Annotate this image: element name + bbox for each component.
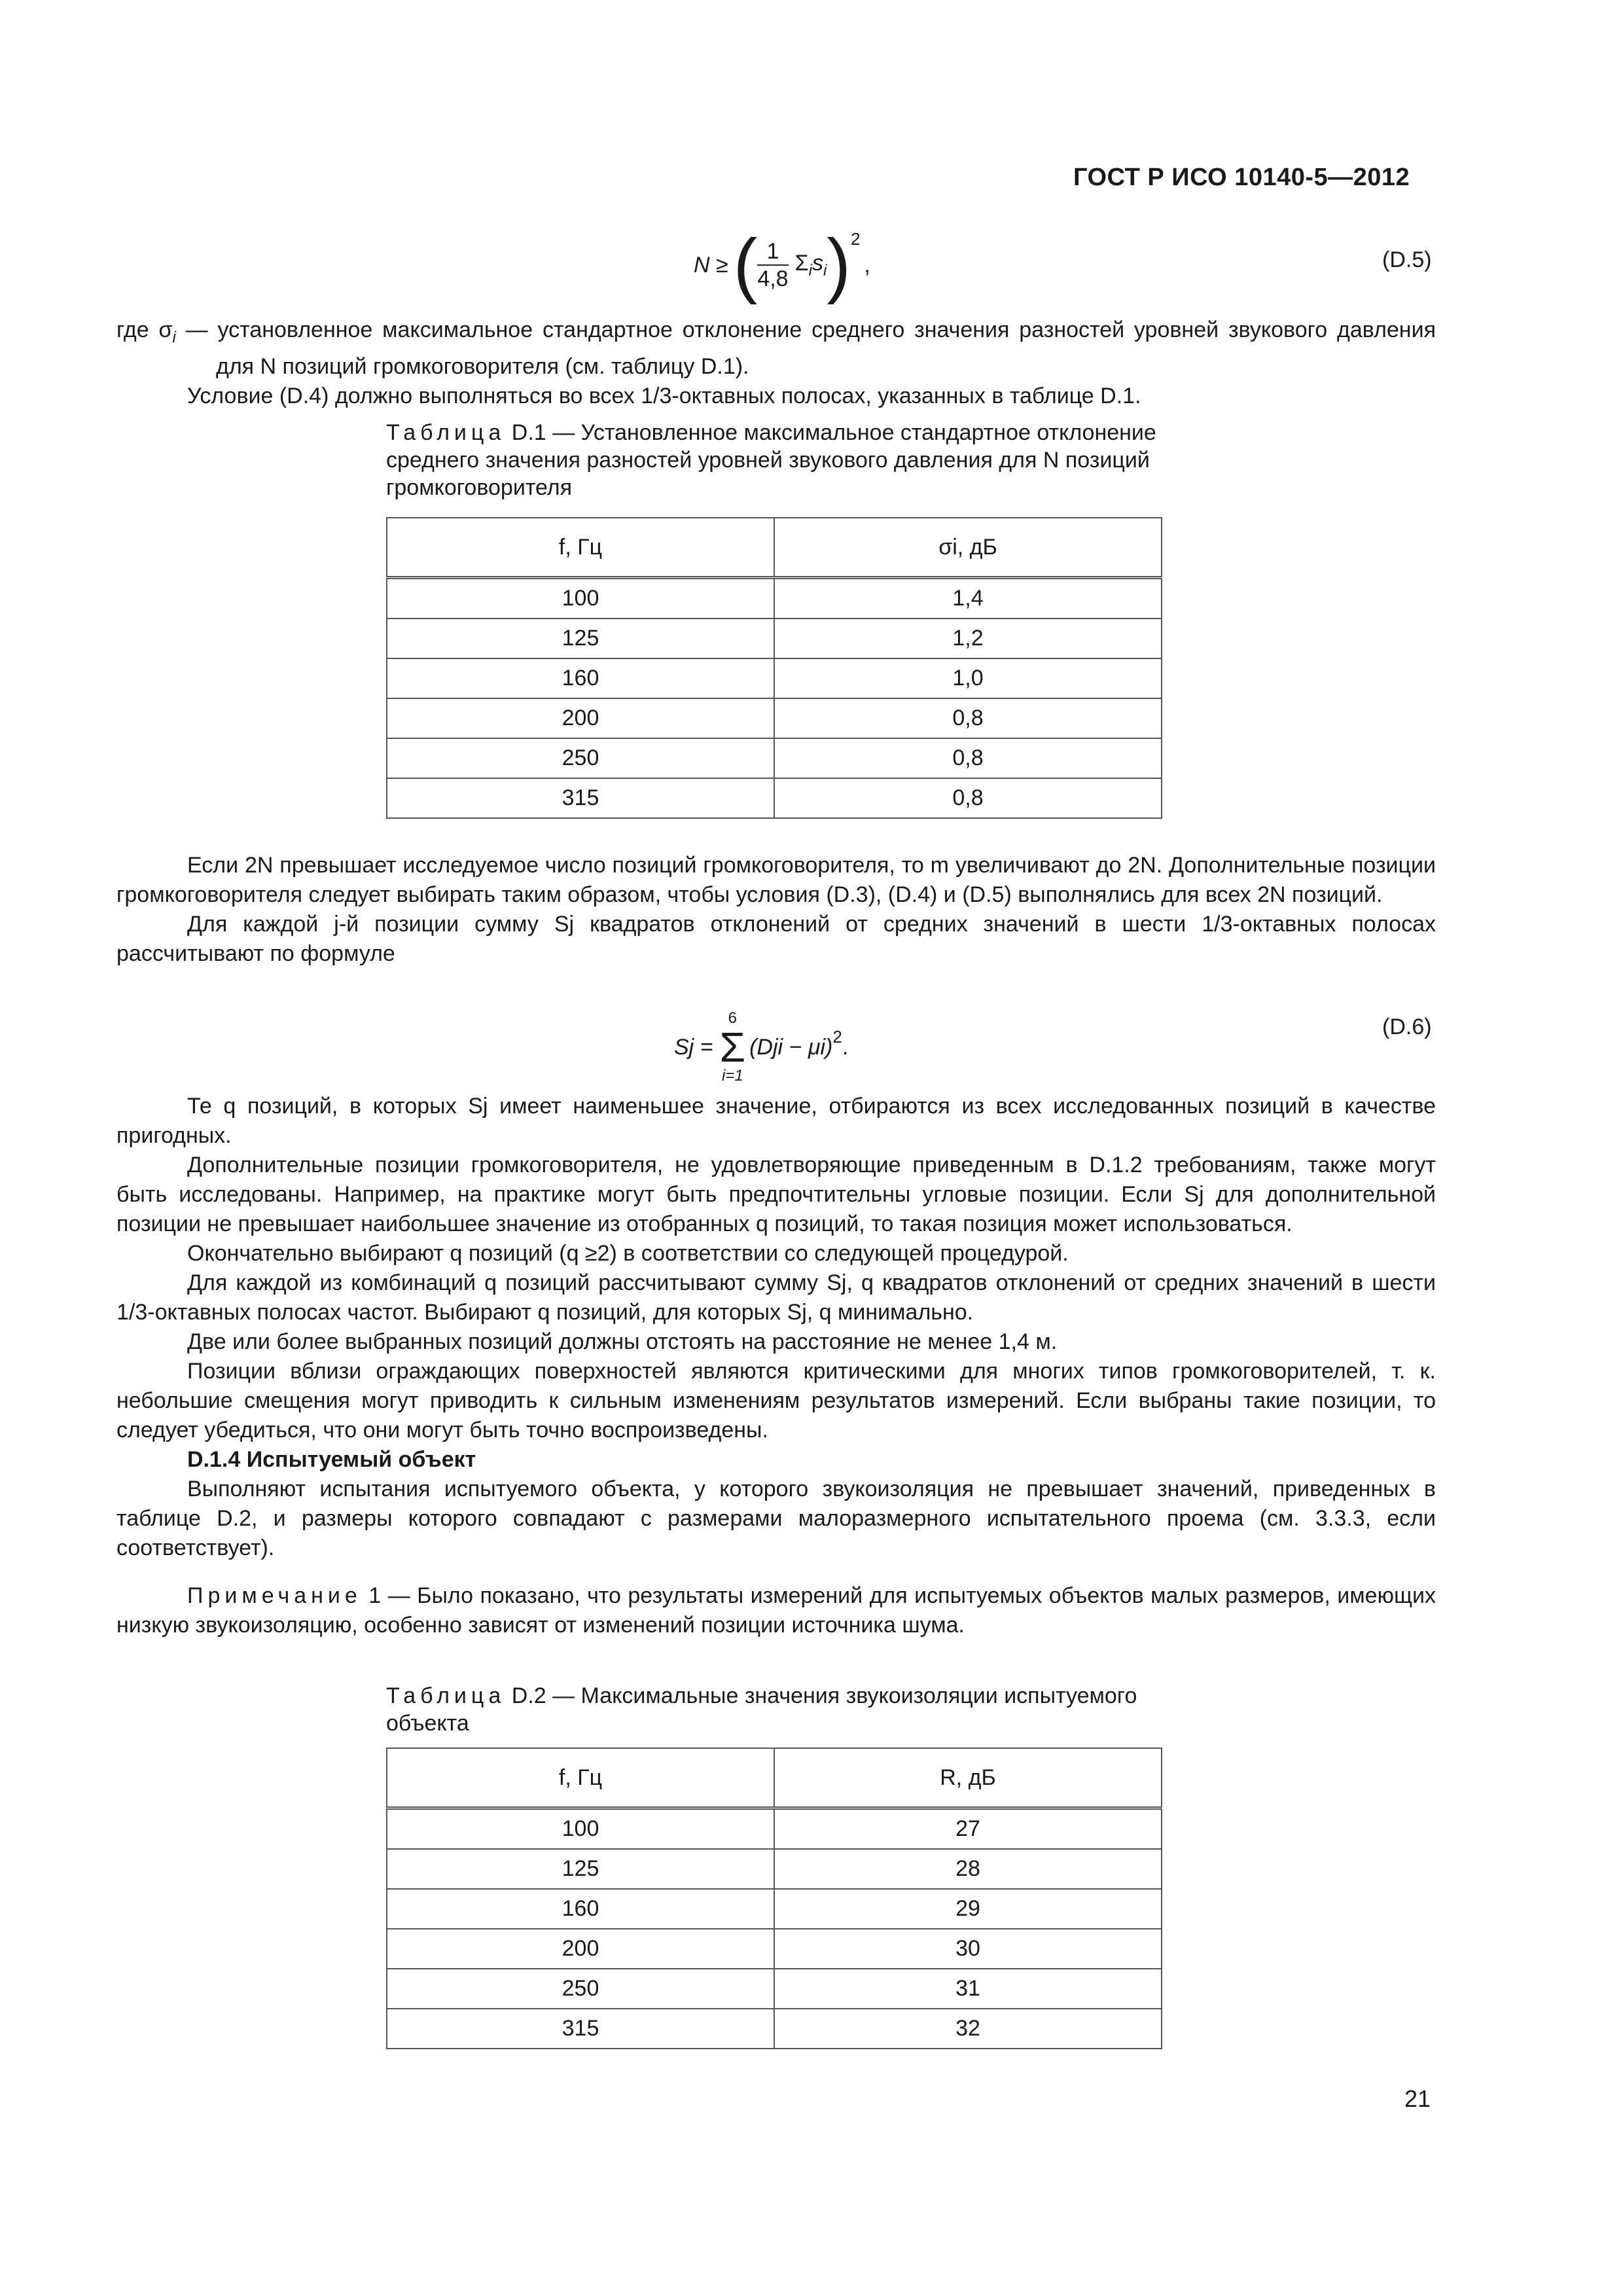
equation-d5-label: (D.5) bbox=[1382, 247, 1432, 272]
table-row: 250 31 bbox=[387, 1969, 1162, 2009]
eq-d6-lhs: Sj = bbox=[674, 1034, 713, 1060]
table-row: 250 0,8 bbox=[387, 738, 1162, 778]
table-d1-col-f: f, Гц bbox=[387, 518, 774, 578]
note-paragraph: Примечание 1 — Было показано, что результаты измерений для испытуемых объектов малых размеров, имеющих низкую звукоизоляцию, особенно зависят от изменений позиции источника шума. bbox=[116, 1583, 1436, 1638]
condition-paragraph: Условие (D.4) должно выполняться во всех 1/3-октавных полосах, указанных в таблице D.1. bbox=[187, 383, 1141, 408]
table-row: 125 28 bbox=[387, 1849, 1162, 1889]
table-row: 200 0,8 bbox=[387, 698, 1162, 738]
table-d1-caption: Таблица D.1 — Установленное максимальное стандартное отклонение среднего значения разностей уровней звукового давления для N позиций громкоговорителя bbox=[386, 420, 1156, 500]
paragraph-additional: Дополнительные позиции громкоговорителя, не удовлетворяющие приведенным в D.1.2 требованиям, также могут быть исследованы. Например, на практике могут быть предпочтительны угловые позиции. Если Sj для дополнительной позиции не превышает наибольшее значение из отобранных q позиций, то такая позиция может использоваться. bbox=[116, 1153, 1436, 1236]
table-row: 125 1,2 bbox=[387, 619, 1162, 658]
paragraph-sj: Для каждой j-й позиции сумму Sj квадратов отклонений от средних значений в шести 1/3-октавных полосах рассчитывают по формуле bbox=[116, 912, 1436, 966]
equation-d6-label: (D.6) bbox=[1382, 1014, 1432, 1039]
eq-d6-sum: 6 Σ i=1 bbox=[719, 1009, 746, 1085]
where-paragraph: где $\sigma_i$ — установленное максимальное стандартное отклонение среднего значения разностей уровней звукового давления для N позиций громкоговорителя (см. таблицу D.1). Условие (D.4) должно выполняться во всех 1/3-октавных полосах, указанных в таблице D.1. bbox=[116, 315, 1436, 411]
table-d2 bbox=[386, 1748, 1162, 2049]
table-d2-col-f: f, Гц bbox=[387, 1748, 774, 1808]
eq-d5-exponent: 2 bbox=[850, 228, 861, 249]
table-row: 200 30 bbox=[387, 1929, 1162, 1969]
table-row: 100 1,4 bbox=[387, 578, 1162, 619]
paragraph-combinations: Для каждой из комбинаций q позиций рассчитывают сумму Sj, q квадратов отклонений от средних значений в шести 1/3-октавных полосах частот. Выбирают q позиций, для которых Sj, q минимально. bbox=[116, 1270, 1436, 1325]
paragraph-q-positions: Те q позиций, в которых Sj имеет наименьшее значение, отбираются из всех исследованных позиций в качестве пригодных. bbox=[116, 1094, 1436, 1148]
table-d2-header bbox=[387, 1748, 1162, 1808]
equation-d5: N ≥ ( $\frac{1}{4,8}$ $\Sigma_is_i$ ) $^2$ , bbox=[694, 224, 870, 305]
equation-d6: Sj = 6 Σ i=1 (Dji − μi) $^2$ . bbox=[674, 1009, 849, 1085]
paragraph-surfaces: Позиции вблизи ограждающих поверхностей являются критическими для многих типов громкоговорителей, т. к. небольшие смещения могут приводить к сильным изменениям результатов измерений. Если выбраны такие позиции, то следует убедиться, что они могут быть точно воспроизведены. bbox=[116, 1359, 1436, 1443]
table-row: 315 32 bbox=[387, 2009, 1162, 2049]
text-block-2 bbox=[116, 851, 1436, 969]
section-heading: D.1.4 Испытуемый объект bbox=[187, 1447, 476, 1472]
paragraph-2n: Если 2N превышает исследуемое число позиций громкоговорителя, то m увеличивают до 2N. Дополнительные позиции громкоговорителя следует выбирать таким образом, чтобы условия (D.3), (D.4) и (D.5) выполнялись для всех 2N позиций. bbox=[116, 853, 1436, 907]
standard-designation: ГОСТ Р ИСО 10140-5—2012 bbox=[1073, 164, 1410, 191]
page-number: 21 bbox=[1404, 2085, 1431, 2112]
table-d2-caption: Таблица D.2 — Максимальные значения звукоизоляции испытуемого объекта bbox=[386, 1683, 1137, 1736]
table-d1 bbox=[386, 517, 1162, 819]
text-block-3 bbox=[116, 1092, 1436, 1640]
table-row: 160 1,0 bbox=[387, 658, 1162, 698]
eq-d5-lhs: N ≥ bbox=[694, 252, 728, 278]
eq-d5-sum: $\Sigma_is_i$ bbox=[794, 250, 827, 279]
paragraph-distance: Две или более выбранных позиций должны отстоять на расстояние не менее 1,4 м. bbox=[187, 1329, 1058, 1354]
table-row: 100 27 bbox=[387, 1808, 1162, 1850]
eq-d6-body: (Dji − μi) bbox=[749, 1034, 833, 1060]
table-row: 160 29 bbox=[387, 1889, 1162, 1929]
table-d2-col-r: R, дБ bbox=[774, 1748, 1162, 1808]
paragraph-final-select: Окончательно выбирают q позиций (q ≥2) в соответствии со следующей процедурой. bbox=[187, 1241, 1069, 1266]
paragraph-test-object: Выполняют испытания испытуемого объекта, у которого звукоизоляция не превышает значений, приведенных в таблице D.2, и размеры которого совпадают с размерами малоразмерного испытательного проема (см. 3.3.3, если соответствует). bbox=[116, 1477, 1436, 1560]
eq-d5-fraction: $\frac{1}{4,8}$ bbox=[757, 239, 789, 291]
table-row: 315 0,8 bbox=[387, 778, 1162, 818]
table-d1-header bbox=[387, 518, 1162, 578]
table-d1-col-sigma: σi, дБ bbox=[774, 518, 1162, 578]
